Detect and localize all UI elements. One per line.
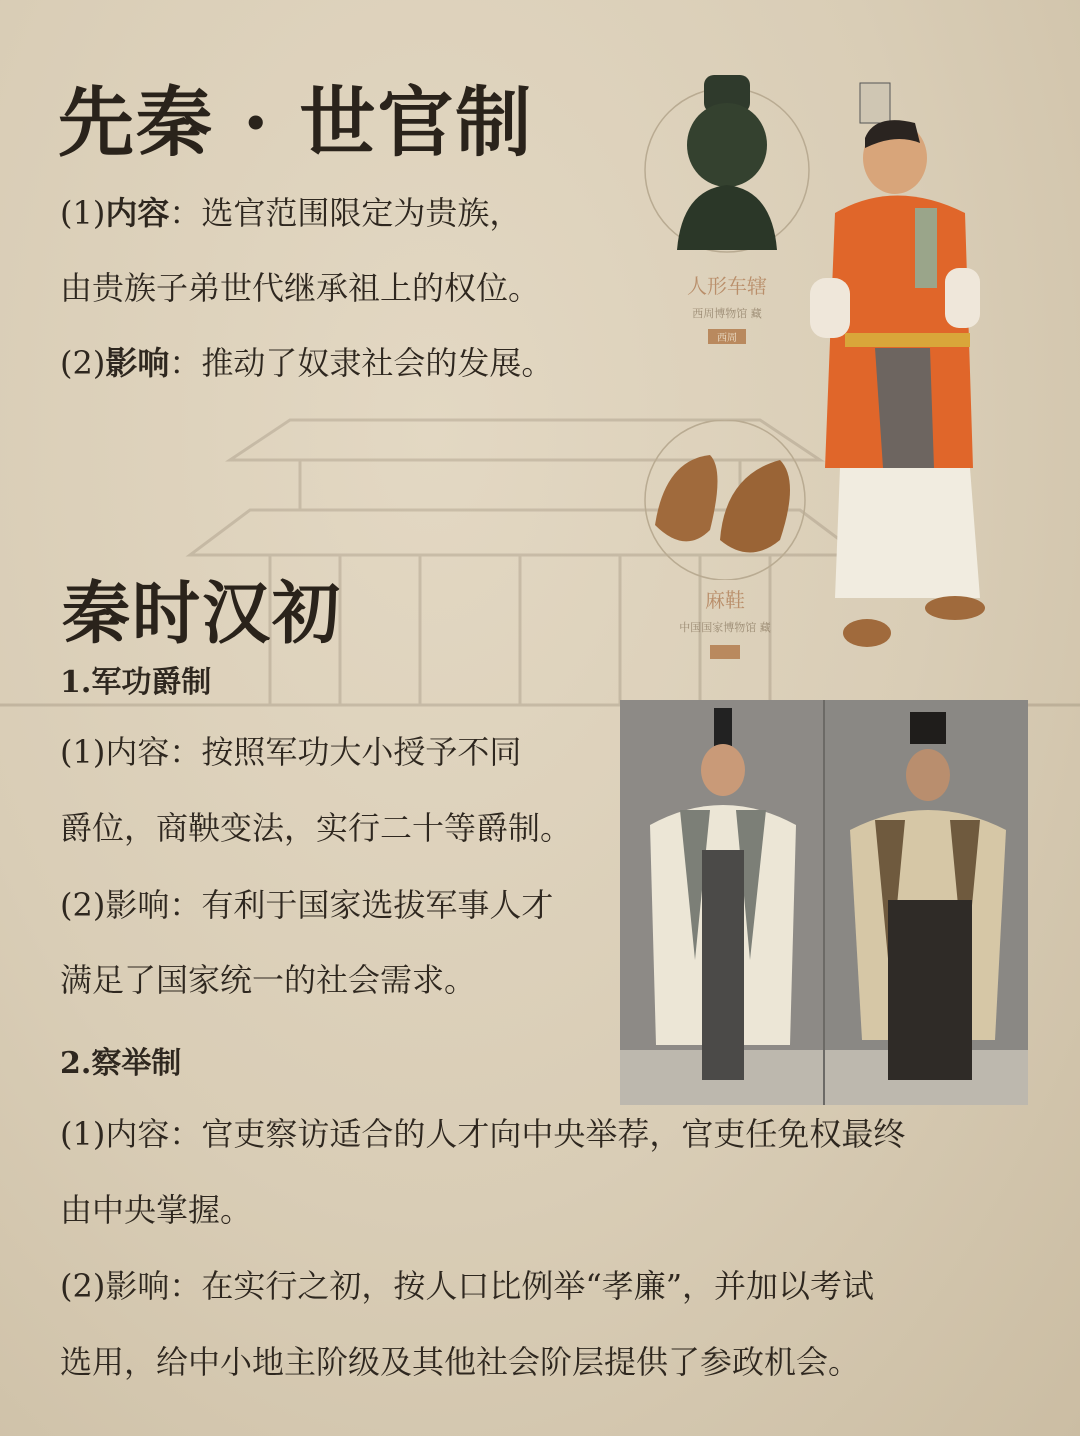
content-label: 内容 [105,194,170,232]
section2-title: 秦时汉初 [62,574,343,654]
section1-impact-line [60,343,553,383]
impact-prefix: (2) [60,344,106,382]
sub1-impact-line2: 满足了国家统一的社会需求。 [60,961,477,999]
section1-content-line2: 由贵族子弟世代继承祖上的权位。 [60,269,541,307]
shoes-label: 麻鞋 [705,588,745,612]
sub1-impact-line1: (2)影响：有利于国家选拔军事人才 [60,886,554,924]
figurine-source: 西周博物馆 藏 [692,307,762,320]
sub1-content-line1: (1)内容：按照军功大小授予不同 [60,733,522,771]
impact-label: 影响 [105,344,170,382]
section1-title: 先秦 · 世官制 [58,78,534,167]
sub1-content-line2: 爵位，商鞅变法，实行二十等爵制。 [60,809,573,847]
figurine-tag: 西周 [708,329,746,344]
sub2-content-line2: 由中央掌握。 [60,1191,253,1229]
sub1-title: 1.军功爵制 [60,665,212,700]
figurine-image [642,70,812,270]
shoes-source: 中国国家博物馆 藏 [679,621,771,634]
sub2-impact-line2: 选用，给中小地主阶级及其他社会阶层提供了参政机会。 [60,1343,861,1381]
figurine-label: 人形车辖 [687,274,767,298]
shoes-tag [710,645,740,659]
two-officials-photo [620,700,1028,1105]
figurine-artifact [642,70,812,350]
sub2-impact-line1: (2)影响：在实行之初，按人口比例举“孝廉”，并加以考试 [60,1267,875,1305]
official-figure-illustration [805,78,1005,658]
content-prefix: (1) [60,194,106,232]
shoes-image [640,420,810,580]
content-text: ：选官范围限定为贵族， [169,194,522,232]
sub2-title: 2.察举制 [60,1046,182,1081]
sub2-content-line1: (1)内容：官吏察访适合的人才向中央举荐，官吏任免权最终 [60,1115,906,1153]
section1-content-line1 [60,193,521,233]
shoes-artifact [640,420,810,670]
impact-text: ：推动了奴隶社会的发展。 [169,344,554,382]
